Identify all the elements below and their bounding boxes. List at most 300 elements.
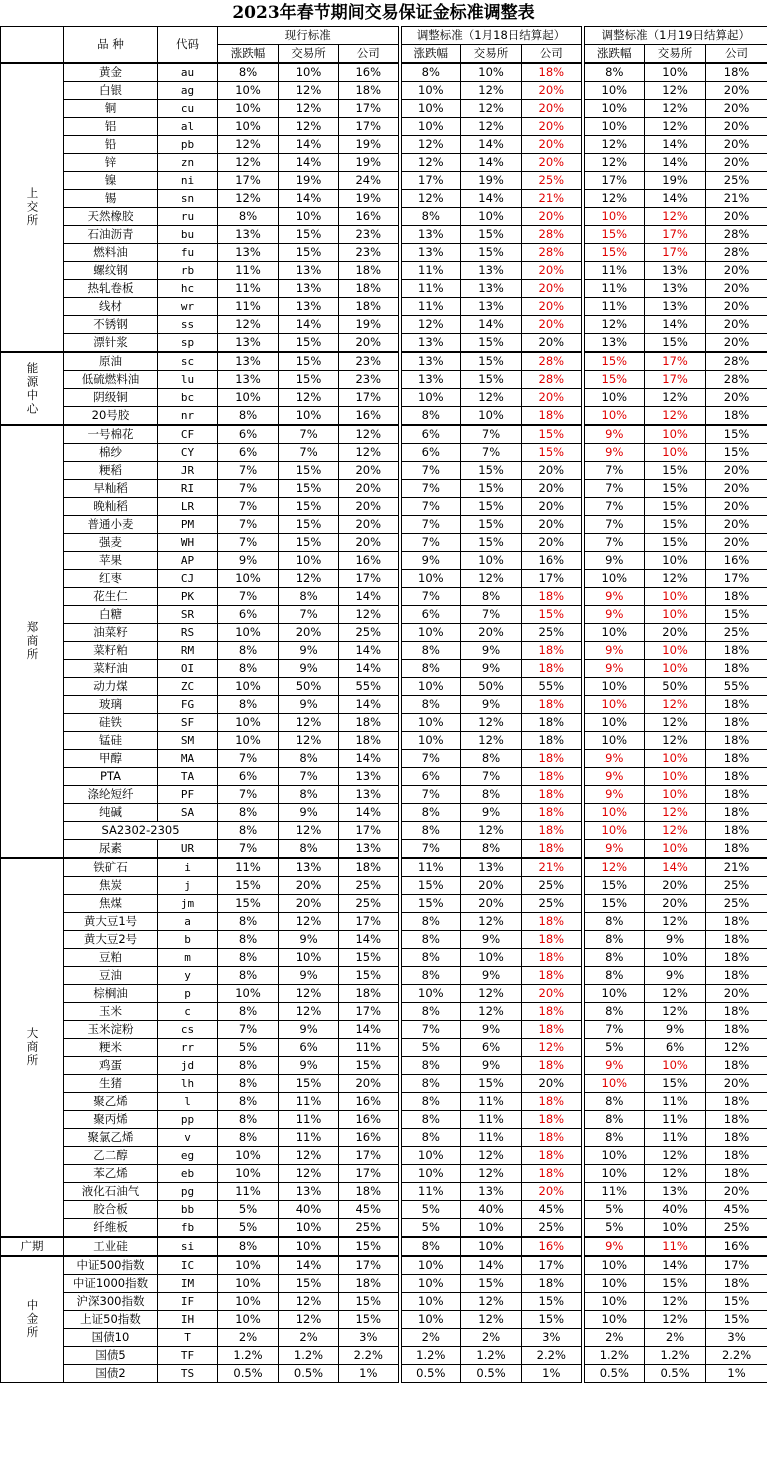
current-exchange-margin-cell: 10% [279,1219,339,1238]
product-name: 原油 [64,352,158,371]
current-company-margin-cell: 12% [339,606,400,624]
current-limit-cell: 6% [218,606,279,624]
jan18-company-margin-cell: 18% [522,1111,583,1129]
table-row [1,1237,767,1256]
current-limit-cell: 8% [218,696,279,714]
jan18-company-margin-cell: 25% [522,877,583,895]
table-row [1,1003,767,1021]
product-name: 黄金 [64,63,158,82]
current-exchange-margin-cell: 15% [279,1275,339,1293]
current-exchange-margin-cell: 12% [279,822,339,840]
product-code: au [158,63,218,82]
product-name: 螺纹钢 [64,262,158,280]
jan18-limit-cell: 12% [400,154,461,172]
table-row [1,1111,767,1129]
jan19-limit-cell: 8% [583,913,645,931]
jan19-company-margin-cell: 16% [706,552,767,570]
current-exchange-margin-cell: 9% [279,1057,339,1075]
product-name: 黄大豆2号 [64,931,158,949]
current-limit-cell: 7% [218,1021,279,1039]
jan19-exchange-margin-cell: 13% [645,280,706,298]
product-code: TF [158,1347,218,1365]
jan18-company-margin-cell: 20% [522,534,583,552]
jan19-company-margin-cell: 20% [706,498,767,516]
jan18-exchange-margin-cell: 0.5% [461,1365,522,1383]
jan18-company-margin-cell: 21% [522,858,583,877]
jan18-limit-cell: 10% [400,1147,461,1165]
product-name: 中证500指数 [64,1256,158,1275]
jan19-company-margin-cell: 20% [706,516,767,534]
jan19-limit-cell: 10% [583,570,645,588]
jan19-company-margin-cell: 20% [706,280,767,298]
jan18-limit-cell: 7% [400,462,461,480]
jan18-exchange-margin-cell: 50% [461,678,522,696]
current-exchange-margin-cell: 8% [279,786,339,804]
current-exchange-margin-cell: 10% [279,407,339,426]
table-row [1,1165,767,1183]
jan18-company-margin-cell: 28% [522,226,583,244]
jan18-exchange-margin-cell: 20% [461,877,522,895]
jan18-company-margin-cell: 18% [522,840,583,859]
jan18-limit-cell: 10% [400,624,461,642]
current-exchange-margin-cell: 9% [279,660,339,678]
current-company-margin-cell: 18% [339,985,400,1003]
product-name: 白银 [64,82,158,100]
jan18-company-margin-cell: 15% [522,606,583,624]
current-exchange-margin-cell: 15% [279,462,339,480]
current-limit-cell: 10% [218,985,279,1003]
product-name: 棕榈油 [64,985,158,1003]
current-company-margin-cell: 19% [339,190,400,208]
jan18-company-margin-cell: 18% [522,588,583,606]
product-name: 燃料油 [64,244,158,262]
jan18-company-margin-cell: 18% [522,660,583,678]
current-exchange-margin-cell: 15% [279,1075,339,1093]
jan18-company-margin-cell: 28% [522,352,583,371]
jan18-exchange-margin-cell: 7% [461,768,522,786]
jan19-exchange-margin-cell: 20% [645,895,706,913]
product-name: 白糖 [64,606,158,624]
current-company-margin-cell: 55% [339,678,400,696]
jan19-limit-cell: 12% [583,858,645,877]
jan18-exchange-margin-cell: 12% [461,389,522,407]
jan18-exchange-margin-cell: 19% [461,172,522,190]
product-name: 乙二醇 [64,1147,158,1165]
jan19-limit-cell: 10% [583,1256,645,1275]
jan19-limit-cell: 10% [583,822,645,840]
current-limit-cell: 8% [218,1057,279,1075]
jan19-company-margin-cell: 25% [706,877,767,895]
jan19-exchange-margin-cell: 15% [645,1275,706,1293]
jan18-limit-cell: 8% [400,913,461,931]
jan18-exchange-margin-cell: 12% [461,1293,522,1311]
product-name: 天然橡胶 [64,208,158,226]
current-limit-cell: 5% [218,1201,279,1219]
jan19-exchange-margin-cell: 2% [645,1329,706,1347]
jan19-exchange-margin-cell: 10% [645,660,706,678]
current-exchange-margin-cell: 10% [279,552,339,570]
product-name: 聚氯乙烯 [64,1129,158,1147]
table-row [1,1147,767,1165]
current-exchange-margin-cell: 11% [279,1093,339,1111]
product-code: wr [158,298,218,316]
current-exchange-margin-cell: 40% [279,1201,339,1219]
product-code: IH [158,1311,218,1329]
jan19-company-margin-cell: 20% [706,316,767,334]
jan18-company-margin-cell: 20% [522,498,583,516]
jan18-limit-cell: 8% [400,1093,461,1111]
current-limit-cell: 15% [218,895,279,913]
header-exchange-margin: 交易所 [461,45,522,64]
current-limit-cell: 8% [218,931,279,949]
jan18-company-margin-cell: 20% [522,118,583,136]
product-name: 国债2 [64,1365,158,1383]
jan19-company-margin-cell: 18% [706,786,767,804]
current-limit-cell: 17% [218,172,279,190]
current-company-margin-cell: 45% [339,1201,400,1219]
jan19-exchange-margin-cell: 1.2% [645,1347,706,1365]
jan19-limit-cell: 10% [583,696,645,714]
jan18-limit-cell: 8% [400,967,461,985]
current-company-margin-cell: 23% [339,352,400,371]
current-exchange-margin-cell: 12% [279,1003,339,1021]
current-limit-cell: 10% [218,1165,279,1183]
jan18-exchange-margin-cell: 9% [461,642,522,660]
table-row [1,480,767,498]
jan18-company-margin-cell: 28% [522,244,583,262]
jan19-limit-cell: 17% [583,172,645,190]
product-code: PK [158,588,218,606]
product-name: 20号胶 [64,407,158,426]
jan19-limit-cell: 13% [583,334,645,353]
jan19-company-margin-cell: 18% [706,967,767,985]
table-row [1,118,767,136]
current-exchange-margin-cell: 12% [279,913,339,931]
jan19-limit-cell: 10% [583,732,645,750]
jan18-exchange-margin-cell: 12% [461,100,522,118]
jan19-limit-cell: 10% [583,1147,645,1165]
jan19-exchange-margin-cell: 13% [645,298,706,316]
table-row [1,82,767,100]
current-exchange-margin-cell: 12% [279,1311,339,1329]
current-limit-cell: 8% [218,967,279,985]
current-limit-cell: 13% [218,244,279,262]
jan19-limit-cell: 8% [583,1111,645,1129]
jan18-limit-cell: 8% [400,1003,461,1021]
product-name: 锌 [64,154,158,172]
product-name: 晚籼稻 [64,498,158,516]
jan19-limit-cell: 10% [583,208,645,226]
table-row [1,588,767,606]
jan18-limit-cell: 8% [400,1129,461,1147]
jan19-company-margin-cell: 18% [706,714,767,732]
jan18-exchange-margin-cell: 15% [461,334,522,353]
jan18-company-margin-cell: 18% [522,732,583,750]
current-company-margin-cell: 17% [339,822,400,840]
table-row [1,931,767,949]
product-name: 线材 [64,298,158,316]
table-row [1,985,767,1003]
current-limit-cell: 11% [218,262,279,280]
jan19-exchange-margin-cell: 12% [645,407,706,426]
current-limit-cell: 8% [218,660,279,678]
jan19-company-margin-cell: 18% [706,1275,767,1293]
current-company-margin-cell: 23% [339,371,400,389]
current-company-margin-cell: 17% [339,389,400,407]
jan19-company-margin-cell: 2.2% [706,1347,767,1365]
table-row [1,732,767,750]
current-limit-cell: 10% [218,1275,279,1293]
current-company-margin-cell: 17% [339,913,400,931]
current-exchange-margin-cell: 7% [279,444,339,462]
table-row [1,1129,767,1147]
product-code: CF [158,425,218,444]
jan19-company-margin-cell: 18% [706,1129,767,1147]
jan18-limit-cell: 11% [400,298,461,316]
jan19-exchange-margin-cell: 10% [645,444,706,462]
jan18-exchange-margin-cell: 15% [461,1075,522,1093]
jan19-exchange-margin-cell: 12% [645,913,706,931]
jan19-exchange-margin-cell: 10% [645,606,706,624]
current-exchange-margin-cell: 12% [279,82,339,100]
current-limit-cell: 8% [218,949,279,967]
jan19-limit-cell: 12% [583,190,645,208]
jan18-limit-cell: 11% [400,1183,461,1201]
jan19-limit-cell: 10% [583,82,645,100]
current-exchange-margin-cell: 6% [279,1039,339,1057]
current-exchange-margin-cell: 14% [279,316,339,334]
product-code: pb [158,136,218,154]
jan19-limit-cell: 10% [583,1075,645,1093]
jan19-limit-cell: 9% [583,425,645,444]
current-limit-cell: 7% [218,498,279,516]
current-exchange-margin-cell: 9% [279,967,339,985]
current-company-margin-cell: 2.2% [339,1347,400,1365]
jan18-company-margin-cell: 20% [522,82,583,100]
jan18-limit-cell: 5% [400,1219,461,1238]
jan19-exchange-margin-cell: 15% [645,498,706,516]
table-body [1,63,767,1383]
table-row [1,280,767,298]
current-exchange-margin-cell: 7% [279,768,339,786]
jan18-limit-cell: 8% [400,696,461,714]
product-name: 玉米 [64,1003,158,1021]
jan18-limit-cell: 13% [400,334,461,353]
product-name: 苯乙烯 [64,1165,158,1183]
table-row [1,534,767,552]
jan18-exchange-margin-cell: 13% [461,298,522,316]
jan19-limit-cell: 10% [583,714,645,732]
product-code: bb [158,1201,218,1219]
current-exchange-margin-cell: 15% [279,516,339,534]
current-exchange-margin-cell: 10% [279,1237,339,1256]
current-company-margin-cell: 18% [339,280,400,298]
jan18-exchange-margin-cell: 9% [461,1057,522,1075]
jan19-company-margin-cell: 21% [706,858,767,877]
product-name: 粳稻 [64,462,158,480]
jan18-limit-cell: 10% [400,1293,461,1311]
jan19-company-margin-cell: 20% [706,462,767,480]
jan18-company-margin-cell: 20% [522,1183,583,1201]
jan18-limit-cell: 11% [400,262,461,280]
jan18-limit-cell: 10% [400,1275,461,1293]
table-row [1,624,767,642]
jan19-limit-cell: 8% [583,1003,645,1021]
current-limit-cell: 0.5% [218,1365,279,1383]
jan19-company-margin-cell: 18% [706,804,767,822]
product-code: rb [158,262,218,280]
current-company-margin-cell: 14% [339,1021,400,1039]
current-limit-cell: 11% [218,1183,279,1201]
jan18-company-margin-cell: 18% [522,407,583,426]
jan18-exchange-margin-cell: 13% [461,858,522,877]
current-exchange-margin-cell: 7% [279,425,339,444]
margin-table [0,26,767,1383]
table-row [1,244,767,262]
product-code: a [158,913,218,931]
jan19-exchange-margin-cell: 12% [645,1293,706,1311]
jan19-limit-cell: 7% [583,516,645,534]
current-exchange-margin-cell: 12% [279,1147,339,1165]
header-limit: 涨跌幅 [400,45,461,64]
table-row [1,1329,767,1347]
current-exchange-margin-cell: 9% [279,642,339,660]
jan18-company-margin-cell: 15% [522,425,583,444]
jan19-exchange-margin-cell: 12% [645,389,706,407]
table-row [1,660,767,678]
product-code: al [158,118,218,136]
jan18-exchange-margin-cell: 12% [461,822,522,840]
jan18-limit-cell: 13% [400,352,461,371]
header-group-jan18: 调整标准（1月18日结算起） [400,27,583,45]
product-code: ni [158,172,218,190]
product-name: 国债5 [64,1347,158,1365]
jan18-company-margin-cell: 55% [522,678,583,696]
current-limit-cell: 8% [218,822,279,840]
header-exchange-margin: 交易所 [645,45,706,64]
header-limit: 涨跌幅 [583,45,645,64]
jan18-exchange-margin-cell: 12% [461,1311,522,1329]
jan19-exchange-margin-cell: 15% [645,462,706,480]
product-code: m [158,949,218,967]
current-company-margin-cell: 17% [339,1147,400,1165]
jan18-company-margin-cell: 18% [522,1129,583,1147]
current-company-margin-cell: 17% [339,1003,400,1021]
product-name: 锡 [64,190,158,208]
product-name: 不锈钢 [64,316,158,334]
product-code: IM [158,1275,218,1293]
jan18-company-margin-cell: 20% [522,389,583,407]
jan18-limit-cell: 6% [400,425,461,444]
jan18-exchange-margin-cell: 12% [461,1147,522,1165]
jan19-exchange-margin-cell: 12% [645,118,706,136]
current-company-margin-cell: 24% [339,172,400,190]
current-exchange-margin-cell: 19% [279,172,339,190]
exchange-name: 广期 [1,1237,64,1256]
jan18-company-margin-cell: 15% [522,444,583,462]
current-company-margin-cell: 17% [339,118,400,136]
jan19-limit-cell: 10% [583,804,645,822]
current-company-margin-cell: 16% [339,407,400,426]
product-code: eg [158,1147,218,1165]
jan19-limit-cell: 9% [583,552,645,570]
jan18-company-margin-cell: 18% [522,63,583,82]
jan19-exchange-margin-cell: 20% [645,624,706,642]
product-name: 铁矿石 [64,858,158,877]
current-company-margin-cell: 19% [339,316,400,334]
current-limit-cell: 13% [218,226,279,244]
current-company-margin-cell: 19% [339,136,400,154]
current-company-margin-cell: 15% [339,1057,400,1075]
jan18-company-margin-cell: 20% [522,280,583,298]
jan19-limit-cell: 11% [583,262,645,280]
table-row [1,172,767,190]
jan18-limit-cell: 8% [400,1111,461,1129]
current-limit-cell: 10% [218,389,279,407]
current-exchange-margin-cell: 15% [279,498,339,516]
table-row [1,714,767,732]
product-name: 液化石油气 [64,1183,158,1201]
jan18-limit-cell: 13% [400,371,461,389]
product-name: 沪深300指数 [64,1293,158,1311]
jan18-company-margin-cell: 3% [522,1329,583,1347]
current-exchange-margin-cell: 13% [279,298,339,316]
jan18-exchange-margin-cell: 15% [461,498,522,516]
product-code: sc [158,352,218,371]
product-name: 玉米淀粉 [64,1021,158,1039]
jan19-limit-cell: 7% [583,1021,645,1039]
jan18-limit-cell: 15% [400,895,461,913]
jan18-company-margin-cell: 20% [522,154,583,172]
table-row [1,389,767,407]
jan19-company-margin-cell: 18% [706,1165,767,1183]
current-limit-cell: 12% [218,190,279,208]
table-row [1,1057,767,1075]
product-code: RM [158,642,218,660]
jan18-exchange-margin-cell: 15% [461,480,522,498]
current-limit-cell: 7% [218,786,279,804]
jan19-limit-cell: 12% [583,154,645,172]
jan18-exchange-margin-cell: 12% [461,1165,522,1183]
jan18-limit-cell: 7% [400,840,461,859]
current-exchange-margin-cell: 8% [279,750,339,768]
jan19-exchange-margin-cell: 19% [645,172,706,190]
jan18-company-margin-cell: 20% [522,334,583,353]
jan18-company-margin-cell: 18% [522,822,583,840]
current-company-margin-cell: 11% [339,1039,400,1057]
jan19-company-margin-cell: 20% [706,100,767,118]
current-company-margin-cell: 20% [339,480,400,498]
product-name: 热轧卷板 [64,280,158,298]
jan18-exchange-margin-cell: 8% [461,750,522,768]
product-name: 鸡蛋 [64,1057,158,1075]
header-limit: 涨跌幅 [218,45,279,64]
product-code: pp [158,1111,218,1129]
product-code: sn [158,190,218,208]
current-company-margin-cell: 16% [339,1129,400,1147]
product-name: 红枣 [64,570,158,588]
product-code: SM [158,732,218,750]
product-code: l [158,1093,218,1111]
jan19-company-margin-cell: 55% [706,678,767,696]
jan19-exchange-margin-cell: 11% [645,1093,706,1111]
current-exchange-margin-cell: 15% [279,244,339,262]
jan18-exchange-margin-cell: 40% [461,1201,522,1219]
jan18-exchange-margin-cell: 13% [461,1183,522,1201]
jan18-exchange-margin-cell: 10% [461,407,522,426]
current-exchange-margin-cell: 13% [279,858,339,877]
product-code: c [158,1003,218,1021]
